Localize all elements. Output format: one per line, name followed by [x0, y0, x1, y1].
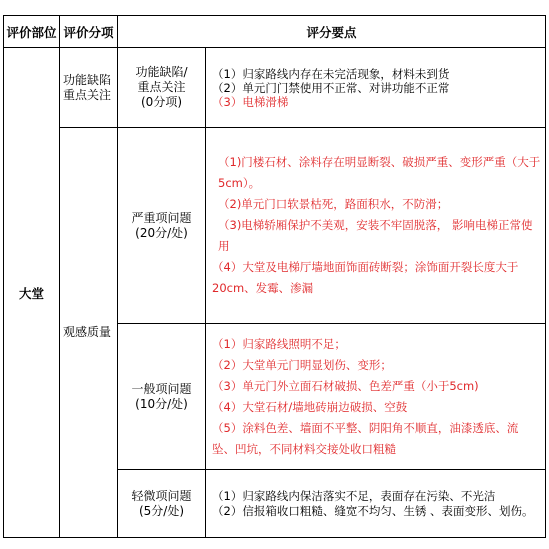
- general-points: [206, 324, 546, 470]
- functional-row: [4, 48, 546, 128]
- functional-subcategory: 功能缺陷/ 重点关注 (0分项): [118, 48, 206, 128]
- minor-point: （2）信报箱收口粗糙、缝宽不均匀、生锈 、表面变形、划伤。: [212, 503, 534, 518]
- header-part: 评价部位: [4, 16, 60, 48]
- scoring-table: [3, 15, 546, 538]
- functional-point: （3）电梯滑梯: [212, 94, 289, 109]
- severe-point: （1)门楼石材、涂料存在明显断裂、破损严重、变形严重（大于5cm）。: [218, 155, 541, 190]
- severe-points: [206, 128, 546, 324]
- functional-category: 功能缺陷重点关注: [60, 48, 118, 128]
- functional-points: [206, 48, 546, 128]
- severe-point: （3)电梯轿厢保护不美观，安装不牢固脱落， 影响电梯正常使用: [218, 218, 533, 253]
- header-points: 评分要点: [118, 16, 546, 48]
- functional-point: （2）单元门门禁使用不正常、对讲功能不正常: [212, 80, 450, 95]
- general-point: （4）大堂石材/墙地砖崩边破损、空鼓: [212, 399, 408, 414]
- severe-point: （2)单元门口软景枯死，路面积水，不防滑；: [218, 197, 449, 211]
- appearance-category: 观感质量: [60, 128, 118, 538]
- minor-points: [206, 470, 546, 538]
- general-subcategory: 一般项问题 (10分/处): [118, 324, 206, 470]
- minor-point: （1）归家路线内保洁落实不足，表面存在污染、不光洁: [212, 488, 496, 503]
- severe-point: （4）大堂及电梯厅墙地面饰面砖断裂；涂饰面开裂长度大于20cm、发霉、渗漏: [212, 260, 519, 295]
- severe-row: [4, 128, 546, 324]
- minor-subcategory: 轻微项问题 (5分/处): [118, 470, 206, 538]
- general-point: （2）大堂单元门明显划伤、变形；: [212, 357, 392, 372]
- header-category: 评价分项: [60, 16, 118, 48]
- functional-point: （1）归家路线内存在未完活现象，材料未到货: [212, 66, 450, 81]
- general-point: （5）涂料色差、墙面不平整、阴阳角不顺直，油漆透底、流坠、凹坑，不同材料交接处收口粗糙: [212, 420, 519, 456]
- part-cell: 大堂: [4, 48, 60, 538]
- header-row: [4, 16, 546, 48]
- general-point: （1）归家路线照明不足；: [212, 336, 346, 351]
- severe-subcategory: 严重项问题 (20分/处): [118, 128, 206, 324]
- general-point: （3）单元门外立面石材破损、色差严重（小于5cm): [212, 378, 479, 393]
